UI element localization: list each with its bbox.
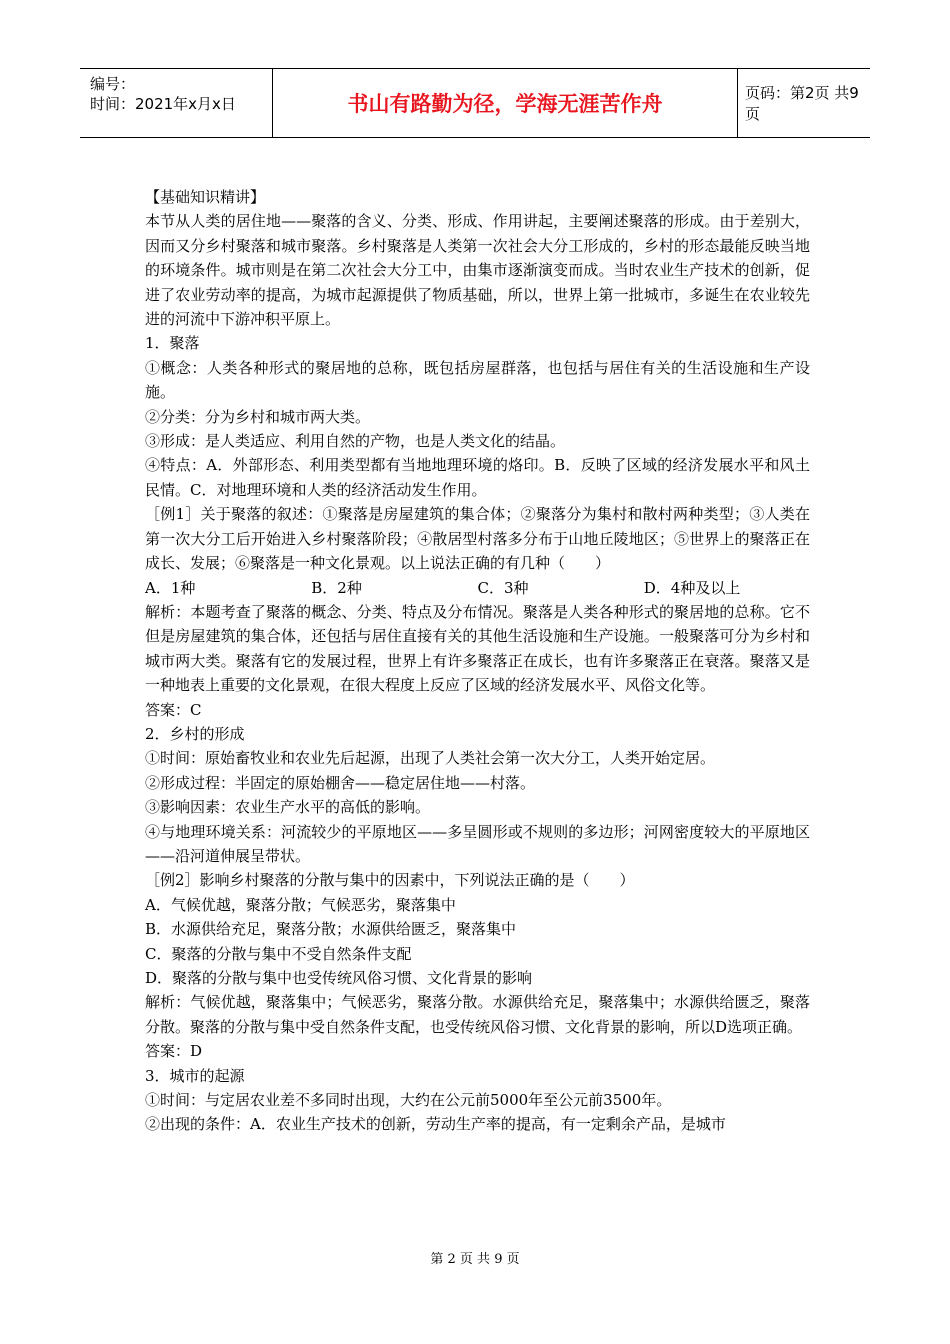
paragraph: ②形成过程：半固定的原始棚舍——稳定居住地——村落。 <box>145 773 536 792</box>
paragraph: ①时间：原始畜牧业和农业先后起源，出现了人类社会第一次大分工，人类开始定居。 <box>145 749 716 768</box>
paragraph: ①时间：与定居农业差不多同时出现，大约在公元前5000年至公元前3500年。 <box>145 1091 672 1110</box>
topic-heading: 1．聚落 <box>145 334 200 353</box>
section-heading: 【基础知识精讲】 <box>145 188 266 206</box>
answer: 答案：C <box>145 700 202 719</box>
header-page-number: 页码：第2页 共9页 <box>745 84 859 123</box>
example-options <box>145 576 810 600</box>
topic-heading: 3．城市的起源 <box>145 1066 245 1085</box>
option-c: C．3种 <box>477 578 529 597</box>
page-footer: 第 2 页 共 9 页 <box>430 1252 520 1267</box>
option-d: D．4种及以上 <box>643 578 741 597</box>
option-b: B．水源供给充足，聚落分散；水源供给匮乏，聚落集中 <box>145 920 517 939</box>
option-c: C．聚落的分散与集中不受自然条件支配 <box>145 944 412 963</box>
header-meta <box>80 69 272 137</box>
header-motto: 书山有路勤为径，学海无涯苦作舟 <box>272 69 738 137</box>
analysis-paragraph: 解析：本题考查了聚落的概念、分类、特点及分布情况。聚落是人类各种形式的聚居地的总称。它不但是房屋建筑的集合体，还包括与居住直接有关的其他生活设施和生产设施。一般聚落可分为乡村和城市两大类。聚落有它的发展过程，世界上有许多聚落正在成长，也有许多聚落正在衰落。聚落又是一种地表上重要的文化景观，在很大程度上反应了区域的经济发展水平、风俗文化等。 <box>145 602 810 695</box>
option-a: A．1种 <box>145 578 196 597</box>
option-d: D．聚落的分散与集中也受传统风俗习惯、文化背景的影响 <box>145 969 533 987</box>
topic-heading: 2．乡村的形成 <box>145 724 245 743</box>
example-question: ［例1］关于聚落的叙述：①聚落是房屋建筑的集合体；②聚落分为集村和散村两种类型；③人类在第一次大分工后开始进入乡村聚落阶段；④散居型村落多分布于山地丘陵地区；⑤世界上的聚落正在成长、发展；⑥聚落是一种文化景观。以上说法正确的有几种（ ） <box>145 505 810 573</box>
page-header <box>80 68 870 138</box>
option-a: A．气候优越，聚落分散；气候恶劣，聚落集中 <box>145 895 456 914</box>
example-question: ［例2］影响乡村聚落的分散与集中的因素中，下列说法正确的是（ ） <box>145 871 635 890</box>
paragraph: ④与地理环境关系：河流较少的平原地区——多呈圆形或不规则的多边形；河网密度较大的平原地区——沿河道伸展呈带状。 <box>145 822 810 865</box>
paragraph: ②出现的条件：A．农业生产技术的创新，劳动生产率的提高，有一定剩余产品，是城市 <box>145 1115 726 1134</box>
paragraph: ④特点：A．外部形态、利用类型都有当地地理环境的烙印。B．反映了区域的经济发展水平和风土民情。C．对地理环境和人类的经济活动发生作用。 <box>145 456 810 499</box>
analysis-paragraph: 解析：气候优越，聚落集中；气候恶劣，聚落分散。水源供给充足，聚落集中；水源供给匮乏，聚落分散。聚落的分散与集中受自然条件支配，也受传统风俗习惯、文化背景的影响，所以D选项正确。 <box>145 993 810 1036</box>
paragraph: ②分类：分为乡村和城市两大类。 <box>145 407 371 426</box>
paragraph: ③影响因素：农业生产水平的高低的影响。 <box>145 798 431 817</box>
paragraph: ③形成：是人类适应、利用自然的产物，也是人类文化的结晶。 <box>145 432 566 451</box>
intro-paragraph: 本节从人类的居住地——聚落的含义、分类、形成、作用讲起，主要阐述聚落的形成。由于差别大，因而又分乡村聚落和城市聚落。乡村聚落是人类第一次社会大分工形成的，乡村的形态最能反映当地的环境条件。城市则是在第二次社会大分工中，由集市逐渐演变而成。当时农业生产技术的创新，促进了农业劳动率的提高，为城市起源提供了物质基础，所以，世界上第一批城市，多诞生在农业较先进的河流中下游冲积平原上。 <box>145 212 810 329</box>
paragraph: ①概念：人类各种形式的聚居地的总称，既包括房屋群落，也包括与居住有关的生活设施和生产设施。 <box>145 358 810 402</box>
answer: 答案：D <box>145 1042 203 1061</box>
document-date: 时间：2021年x月x日 <box>90 95 236 113</box>
document-number: 编号： <box>90 75 136 93</box>
option-b: B．2种 <box>311 578 362 597</box>
document-body <box>145 185 810 1137</box>
